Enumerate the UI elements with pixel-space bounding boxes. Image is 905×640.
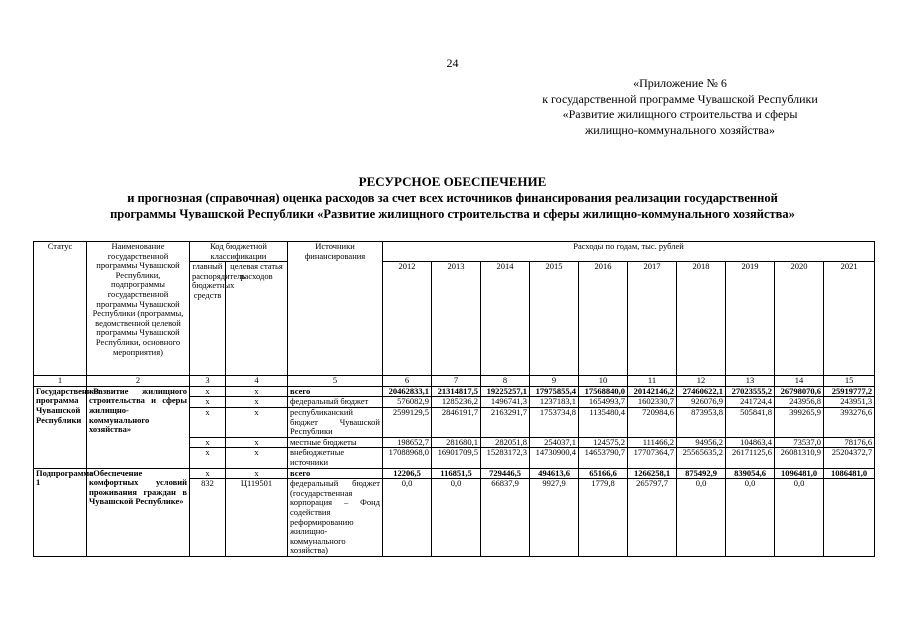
header-status: Статус <box>34 242 87 376</box>
cell-value: 839054,6 <box>726 468 775 479</box>
cell-value: 2163291,7 <box>481 407 530 437</box>
cell-source: всего <box>288 386 383 397</box>
header-expenses: Расходы по годам, тыс. рублей <box>383 242 875 262</box>
cell-target: x <box>226 468 288 479</box>
cell-grbs: x <box>190 397 226 408</box>
cell-value: 66837,9 <box>481 479 530 557</box>
cell-value: 720984,6 <box>628 407 677 437</box>
cell-value: 17975855,4 <box>530 386 579 397</box>
cell-value: 14653790,7 <box>579 448 628 468</box>
cell-value: 27023555,2 <box>726 386 775 397</box>
page-number: 24 <box>446 56 459 70</box>
cell-value <box>824 479 875 557</box>
subprogram-status: Подпрограмма 1 <box>34 468 87 556</box>
header-year: 2016 <box>579 262 628 376</box>
cell-value: 73537,0 <box>775 437 824 448</box>
header-year: 2012 <box>383 262 432 376</box>
col-number: 9 <box>530 376 579 387</box>
cell-value: 116851,5 <box>432 468 481 479</box>
table-row <box>34 468 875 479</box>
col-number: 5 <box>288 376 383 387</box>
cell-grbs: x <box>190 407 226 437</box>
col-number: 13 <box>726 376 775 387</box>
col-number: 11 <box>628 376 677 387</box>
col-number: 14 <box>775 376 824 387</box>
cell-value: 1237183,1 <box>530 397 579 408</box>
cell-value: 94956,2 <box>677 437 726 448</box>
cell-value: 15283172,3 <box>481 448 530 468</box>
cell-value: 111466,2 <box>628 437 677 448</box>
cell-target: x <box>226 386 288 397</box>
header-year: 2015 <box>530 262 579 376</box>
cell-value: 729446,5 <box>481 468 530 479</box>
cell-value: 873953,8 <box>677 407 726 437</box>
cell-value: 393276,6 <box>824 407 875 437</box>
cell-value: 2846191,7 <box>432 407 481 437</box>
cell-value: 20142146,2 <box>628 386 677 397</box>
cell-value: 241724,4 <box>726 397 775 408</box>
header-grbs: главный распорядитель бюджетных средств <box>190 262 226 376</box>
appendix-block <box>470 76 890 138</box>
cell-value: 1496741,3 <box>481 397 530 408</box>
col-number: 7 <box>432 376 481 387</box>
cell-source: внебюджетные источники <box>288 448 383 468</box>
cell-grbs: x <box>190 437 226 448</box>
cell-target: x <box>226 407 288 437</box>
table-row <box>34 386 875 397</box>
cell-value: 0,0 <box>726 479 775 557</box>
cell-value: 17568840,0 <box>579 386 628 397</box>
col-number: 10 <box>579 376 628 387</box>
cell-value: 26081310,9 <box>775 448 824 468</box>
cell-value: 25919777,2 <box>824 386 875 397</box>
cell-value: 25565635,2 <box>677 448 726 468</box>
header-year: 2020 <box>775 262 824 376</box>
cell-value: 0,0 <box>432 479 481 557</box>
cell-target: x <box>226 437 288 448</box>
cell-value: 1654993,7 <box>579 397 628 408</box>
document-subtitle <box>0 190 905 222</box>
appendix-line: жилищно-коммунального хозяйства» <box>585 122 775 137</box>
cell-value: 0,0 <box>775 479 824 557</box>
cell-value: 243951,3 <box>824 397 875 408</box>
cell-target: x <box>226 397 288 408</box>
cell-grbs: x <box>190 468 226 479</box>
col-number: 2 <box>87 376 190 387</box>
header-year: 2017 <box>628 262 677 376</box>
document-title: РЕСУРСНОЕ ОБЕСПЕЧЕНИЕ <box>358 174 547 189</box>
cell-value: 9927,9 <box>530 479 579 557</box>
cell-value: 1779,8 <box>579 479 628 557</box>
cell-value: 926076,9 <box>677 397 726 408</box>
cell-value: 26171125,6 <box>726 448 775 468</box>
header-budget-code: Код бюджетной классификации <box>190 242 288 262</box>
header-name: Наименование государственной программы Чувашской Республики, подпрограммы государственной программы Чувашской Республики (программы, ведомственной целевой программы Чувашской Республики, основного мероприятия) <box>87 242 190 376</box>
cell-value: 20462833,1 <box>383 386 432 397</box>
appendix-line: «Развитие жилищного строительства и сферы <box>562 107 798 121</box>
header-year: 2019 <box>726 262 775 376</box>
cell-value: 1135480,4 <box>579 407 628 437</box>
cell-value: 14730900,4 <box>530 448 579 468</box>
cell-value: 399265,9 <box>775 407 824 437</box>
cell-value: 19225257,1 <box>481 386 530 397</box>
cell-value: 1285236,2 <box>432 397 481 408</box>
cell-value: 26798070,6 <box>775 386 824 397</box>
cell-value: 1602330,7 <box>628 397 677 408</box>
cell-grbs: x <box>190 448 226 468</box>
resource-table <box>33 241 875 557</box>
program-status: Государственная программа Чувашской Республики <box>34 386 87 468</box>
cell-source: всего <box>288 468 383 479</box>
cell-value: 576082,9 <box>383 397 432 408</box>
cell-value: 27460622,1 <box>677 386 726 397</box>
cell-value: 254037,1 <box>530 437 579 448</box>
cell-value: 0,0 <box>383 479 432 557</box>
subtitle-line: и прогнозная (справочная) оценка расходов за счет всех источников финансирования реализации государственной <box>127 191 778 205</box>
cell-source: федеральный бюджет <box>288 397 383 408</box>
cell-value: 282051,8 <box>481 437 530 448</box>
appendix-line: «Приложение № 6 <box>633 76 727 90</box>
cell-value: 281680,1 <box>432 437 481 448</box>
subprogram-name: «Обеспечение комфортных условий проживания граждан в Чувашской Республике» <box>87 468 190 556</box>
col-number: 4 <box>226 376 288 387</box>
cell-value: 198652,7 <box>383 437 432 448</box>
cell-value: 1753734,8 <box>530 407 579 437</box>
header-year: 2018 <box>677 262 726 376</box>
cell-target: x <box>226 448 288 468</box>
header-year: 2014 <box>481 262 530 376</box>
cell-value: 875492,9 <box>677 468 726 479</box>
cell-value: 17707364,7 <box>628 448 677 468</box>
appendix-line: к государственной программе Чувашской Республики <box>542 91 818 106</box>
cell-value: 124575,2 <box>579 437 628 448</box>
cell-value: 78176,6 <box>824 437 875 448</box>
col-number: 3 <box>190 376 226 387</box>
header-sources: Источники финансирования <box>288 242 383 376</box>
cell-value: 12206,5 <box>383 468 432 479</box>
cell-value: 243956,8 <box>775 397 824 408</box>
cell-value: 16901709,5 <box>432 448 481 468</box>
cell-source: республиканский бюджет Чувашской Республики <box>288 407 383 437</box>
cell-value: 494613,6 <box>530 468 579 479</box>
cell-grbs: 832 <box>190 479 226 557</box>
col-number: 12 <box>677 376 726 387</box>
program-name: «Развитие жилищного строительства и сферы жилищно-коммунального хозяйства» <box>87 386 190 468</box>
col-number: 15 <box>824 376 875 387</box>
cell-value: 21314817,5 <box>432 386 481 397</box>
cell-value: 505841,8 <box>726 407 775 437</box>
cell-value: 265797,7 <box>628 479 677 557</box>
header-year: 2013 <box>432 262 481 376</box>
col-number: 6 <box>383 376 432 387</box>
cell-value: 104863,4 <box>726 437 775 448</box>
cell-grbs: x <box>190 386 226 397</box>
cell-value: 25204372,7 <box>824 448 875 468</box>
cell-value: 0,0 <box>677 479 726 557</box>
cell-value: 1096481,0 <box>775 468 824 479</box>
cell-value: 1266258,1 <box>628 468 677 479</box>
col-number: 8 <box>481 376 530 387</box>
cell-value: 65166,6 <box>579 468 628 479</box>
cell-value: 2599129,5 <box>383 407 432 437</box>
cell-value: 1086481,0 <box>824 468 875 479</box>
cell-value: 17088968,0 <box>383 448 432 468</box>
col-number: 1 <box>34 376 87 387</box>
cell-source: местные бюджеты <box>288 437 383 448</box>
cell-target: Ц119501 <box>226 479 288 557</box>
cell-source: федеральный бюджет (государственная корпорация – Фонд содействия реформированию жилищно-коммунального хозяйства) <box>288 479 383 557</box>
header-year: 2021 <box>824 262 875 376</box>
header-target: целевая статья расходов <box>226 262 288 376</box>
subtitle-line: программы Чувашской Республики «Развитие жилищного строительства и сферы жилищно-коммунального хозяйства» <box>110 207 795 221</box>
